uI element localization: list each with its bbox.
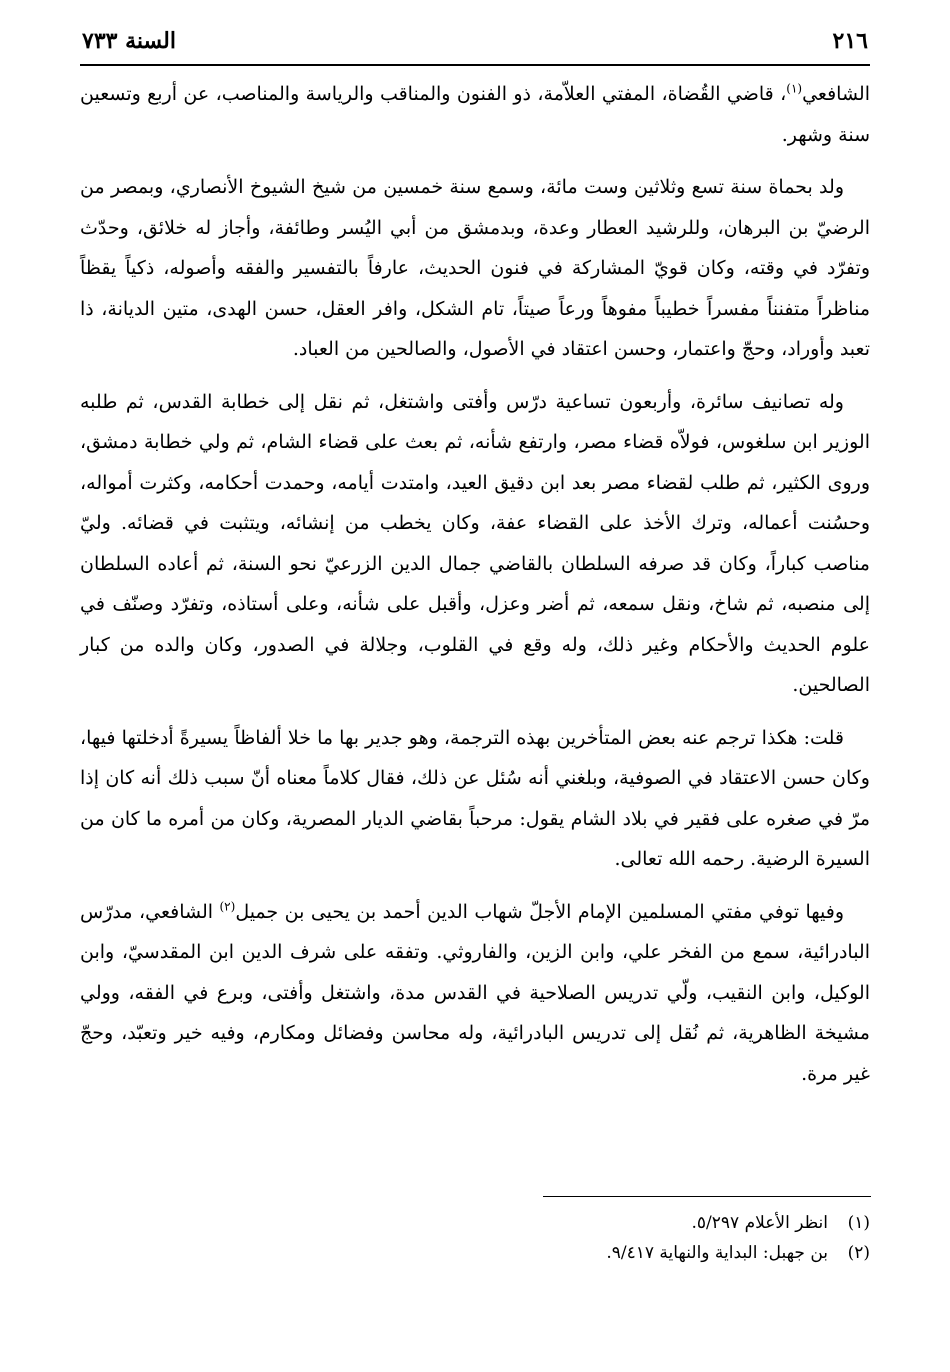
page-header: [80, 28, 870, 62]
paragraph-5: [80, 892, 870, 1095]
footnote-2-text: بن جهبل: البداية والنهاية ٩/٤١٧.: [606, 1243, 828, 1263]
footnote-ref-1[interactable]: (١): [786, 81, 803, 96]
footnotes: [606, 1208, 870, 1268]
paragraph-3: وله تصانيف سائرة، وأربعون تساعية درّس وأفتى واشتغل، ثم نقل إلى خطابة القدس، ثم طلبه الوزير ابن سلغوس، فولاّه قضاء مصر، وارتفع شأنه، ثم بعث على قضاء الشام، ثم ولي خطابة دمشق، وروى الكثير، ثم طلب لقضاء مصر بعد ابن دقيق العيد، وامتدت أيامه، وحمدت أحكامه، وكثرت أمواله، وحسُنت أعماله، وترك الأخذ على القضاء عفة، وكان يخطب من إنشائه، ويتثبت في قضائه. وليّ مناصب كباراً، وكان قد صرفه السلطان بالقاضي جمال الدين الزرعيّ نحو السنة، ثم أعاده السلطان إلى منصبه، ثم شاخ، ونقل سمعه، ثم أضر وعزل، وأقبل على شأنه، وعلى أستاذه، وتفرّد وصنّف في علوم الحديث والأحكام وغير ذلك، وله وقع في القلوب، وجلالة في الصدور، وكان والده من كبار الصالحين.: [80, 390, 870, 696]
paragraph-1-end: ، قاضي القُضاة، المفتي العلاّمة، ذو الفنون والمناقب والرياسة والمناصب، عن أربع وتسعين سنة وشهر.: [80, 83, 870, 146]
header-divider: [80, 64, 870, 66]
paragraph-5-end: الشافعي، مدرّس البادرائية، سمع من الفخر علي، وابن الزين، والفاروثي. وتفقه على شرف الدين ابن المقدسيّ، وابن الوكيل، وابن النقيب، ولّي تدريس الصلاحية في القدس مدة، واشتغل وأفتى، وبرع في الفقه، وولي مشيخة الظاهرية، ثم نُقل إلى تدريس البادرائية، وله محاسن وفضائل ومكارم، وفيه خير وتعبّد، وحجّ غير مرة.: [80, 900, 870, 1085]
paragraph-2: ولد بحماة سنة تسع وثلاثين وست مائة، وسمع سنة خمسين من شيخ الشيوخ الأنصاري، وبمصر من الرضيّ بن البرهان، وللرشيد العطار وعدة، وبدمشق من أبي اليُسر وطائفة، وأجاز له خلائق، وحدّث وتفرّد في وقته، وكان قويّ المشاركة في فنون الحديث، عارفاً بالتفسير والفقه وأصوله، ذكياً يقظاً مناظراً متفنناً مفسراً خطيباً مفوهاً ورعاً صيتاً، تام الشكل، وافر العقل، حسن الهدى، متين الديانة، ذا تعبد وأوراد، وحجّ واعتمار، وحسن اعتقاد في الأصول، والصالحين من العباد.: [80, 176, 870, 360]
footnote-divider: [543, 1196, 871, 1197]
paragraph-5-start: وفيها توفي مفتي المسلمين الإمام الأجلّ شهاب الدين أحمد بن يحيى بن جميل: [235, 900, 844, 923]
footnote-1-number: (١): [847, 1213, 870, 1233]
paragraph-4: قلت: هكذا ترجم عنه بعض المتأخرين بهذه الترجمة، وهو جدير بها ما خلا ألفاظاً يسيرةً أدخلتها فيها، وكان حسن الاعتقاد في الصوفية، وبلغني أنه سُئل عن ذلك، فقال كلاماً معناه أنّ سبب ذلك أنه كان إذا مرّ في صغره على فقير في بلاد الشام يقول: مرحباً بقاضي الديار المصرية، وكان من أمره ما كان من السيرة الرضية. رحمه الله تعالى.: [80, 726, 870, 870]
page-body: [80, 28, 870, 1106]
paragraph-1: [80, 74, 870, 155]
page-number: ٢١٦: [832, 28, 868, 54]
footnote-1-text: انظر الأعلام ٥/٢٩٧.: [691, 1213, 828, 1233]
year-label: السنة ٧٣٣: [82, 28, 176, 54]
footnote-1: [606, 1208, 870, 1238]
footnote-2: [606, 1238, 870, 1268]
footnote-ref-2[interactable]: (٢): [219, 899, 236, 914]
footnote-2-number: (٢): [847, 1243, 870, 1263]
paragraph-1-start: الشافعي: [802, 83, 870, 105]
